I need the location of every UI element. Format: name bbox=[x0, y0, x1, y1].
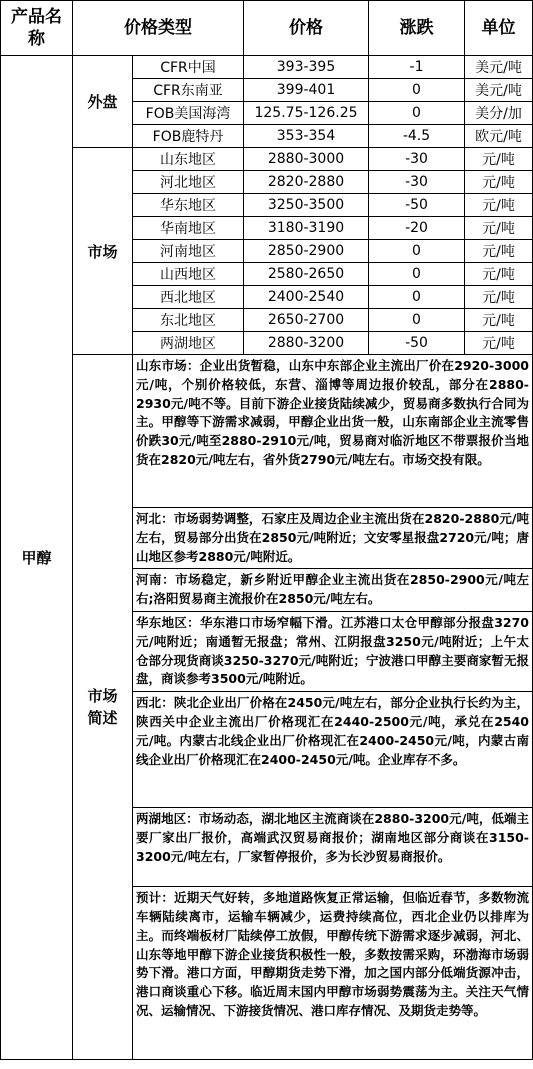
row-name: 山东地区 bbox=[133, 148, 244, 171]
product-cell: 甲醇 bbox=[1, 56, 73, 1060]
row-unit: 元/吨 bbox=[465, 148, 533, 171]
header-price-type: 价格类型 bbox=[73, 1, 244, 56]
row-unit: 元/吨 bbox=[465, 332, 533, 355]
row-name: FOB美国海湾 bbox=[133, 102, 244, 125]
header-price: 价格 bbox=[244, 1, 369, 56]
summary-paragraph: 两湖地区：市场动态，湖北地区主流商谈在2880-3200元/吨，低端主要厂家出厂报价，高端武汉贸易商报价；湖南地区部分商谈在3150-3200元/吨左右，厂家暂停报价，多为长沙贸易商报价。 bbox=[133, 808, 533, 887]
row-unit: 美分/加 bbox=[465, 102, 533, 125]
row-price: 2650-2700 bbox=[244, 309, 369, 332]
summary-paragraph: 河南：市场稳定，新乡附近甲醇企业主流出货在2850-2900元/吨左右;洛阳贸易商主流报价在2850元/吨左右。 bbox=[133, 569, 533, 612]
row-price: 125.75-126.25 bbox=[244, 102, 369, 125]
header-unit: 单位 bbox=[465, 1, 533, 56]
row-price: 2820-2880 bbox=[244, 171, 369, 194]
table-row bbox=[1, 148, 533, 171]
row-unit: 元/吨 bbox=[465, 240, 533, 263]
row-change: 0 bbox=[369, 263, 465, 286]
row-name: CFR中国 bbox=[133, 56, 244, 79]
category-summary: 市场简述 bbox=[73, 355, 133, 1060]
row-change: 0 bbox=[369, 240, 465, 263]
row-change: 0 bbox=[369, 309, 465, 332]
row-price: 2400-2540 bbox=[244, 286, 369, 309]
category-market: 市场 bbox=[73, 148, 133, 355]
row-change: 0 bbox=[369, 79, 465, 102]
row-change: 0 bbox=[369, 102, 465, 125]
row-name: 两湖地区 bbox=[133, 332, 244, 355]
row-price: 399-401 bbox=[244, 79, 369, 102]
row-unit: 美元/吨 bbox=[465, 79, 533, 102]
row-unit: 元/吨 bbox=[465, 286, 533, 309]
row-price: 2580-2650 bbox=[244, 263, 369, 286]
summary-paragraph: 华东地区：华东港口市场窄幅下滑。江苏港口太仓甲醇部分报盘3270元/吨附近；南通暂无报盘；常州、江阴报盘3250元/吨附近；上午太仓部分现货商谈3250-3270元/吨附近；宁波港口甲醇主要商家暂无报盘，商谈参考3500元/吨附近。 bbox=[133, 611, 533, 691]
row-unit: 元/吨 bbox=[465, 194, 533, 217]
row-price: 2880-3000 bbox=[244, 148, 369, 171]
header-row bbox=[1, 1, 533, 56]
summary-paragraph: 山东市场：企业出货暂稳，山东中东部企业主流出厂价在2920-3000元/吨，个别价格较低，东营、淄博等周边报价较乱，部分在2880-2930元/吨不等。目前下游企业接货陆续减少，贸易商多数执行合同为主。甲醇等下游需求减弱，甲醇企业出货一般，山东南部企业主流零售价跌30元/吨至2880-2910元/吨，贸易商对临沂地区不带票报价当地货在2820元/吨左右，省外货2790元/吨左右。市场交投有限。 bbox=[133, 355, 533, 508]
row-name: 华南地区 bbox=[133, 217, 244, 240]
row-price: 2880-3200 bbox=[244, 332, 369, 355]
row-unit: 欧元/吨 bbox=[465, 125, 533, 148]
row-unit: 元/吨 bbox=[465, 217, 533, 240]
row-unit: 元/吨 bbox=[465, 263, 533, 286]
row-name: 西北地区 bbox=[133, 286, 244, 309]
row-price: 2850-2900 bbox=[244, 240, 369, 263]
summary-paragraph: 预计：近期天气好转，多地道路恢复正常运输，但临近春节，多数物流车辆陆续离市，运输车辆减少，运费持续高位，西北企业仍以排库为主。而终端板材厂陆续停工放假，甲醇传统下游需求逐步减弱，河北、山东等地甲醇下游企业接货积极性一般，多数按需采购，环渤海市场弱势下滑。港口方面，甲醇期货走势下滑，加之国内部分低端货源冲击，港口商谈重心下移。临近周末国内甲醇市场弱势震荡为主。关注天气情况、运输情况、下游接货情况、港口库存情况、及期货走势等。 bbox=[133, 887, 533, 1060]
row-price: 393-395 bbox=[244, 56, 369, 79]
row-unit: 元/吨 bbox=[465, 171, 533, 194]
row-name: FOB鹿特丹 bbox=[133, 125, 244, 148]
row-name: 东北地区 bbox=[133, 309, 244, 332]
row-price: 3250-3500 bbox=[244, 194, 369, 217]
table-row bbox=[1, 56, 533, 79]
row-unit: 美元/吨 bbox=[465, 56, 533, 79]
summary-paragraph: 河北：市场弱势调整，石家庄及周边企业主流出货在2820-2880元/吨左右，贸易部分出货在2850元/吨附近；文安零星报盘2720元/吨；唐山地区参考2880元/吨附近。 bbox=[133, 508, 533, 569]
row-name: 河南地区 bbox=[133, 240, 244, 263]
summary-paragraph: 西北：陕北企业出厂价格在2450元/吨左右，部分企业执行长约为主，陕西关中企业主流出厂价格现汇在2440-2500元/吨，承兑在2540元/吨。内蒙古北线企业出厂价格现汇在2400-2450元/吨，内蒙古南线企业出厂价格现汇在2400-2450元/吨。企业库存不多。 bbox=[133, 692, 533, 808]
row-change: -1 bbox=[369, 56, 465, 79]
row-change: -20 bbox=[369, 217, 465, 240]
row-change: -50 bbox=[369, 194, 465, 217]
header-product: 产品名称 bbox=[1, 1, 73, 56]
row-change: 0 bbox=[369, 286, 465, 309]
row-change: -50 bbox=[369, 332, 465, 355]
row-unit: 元/吨 bbox=[465, 309, 533, 332]
row-price: 353-354 bbox=[244, 125, 369, 148]
category-outer: 外盘 bbox=[73, 56, 133, 148]
row-change: -4.5 bbox=[369, 125, 465, 148]
header-change: 涨跌 bbox=[369, 1, 465, 56]
row-change: -30 bbox=[369, 148, 465, 171]
row-price: 3180-3190 bbox=[244, 217, 369, 240]
row-change: -30 bbox=[369, 171, 465, 194]
row-name: 河北地区 bbox=[133, 171, 244, 194]
summary-row bbox=[1, 355, 533, 508]
row-name: CFR东南亚 bbox=[133, 79, 244, 102]
row-name: 山西地区 bbox=[133, 263, 244, 286]
row-name: 华东地区 bbox=[133, 194, 244, 217]
